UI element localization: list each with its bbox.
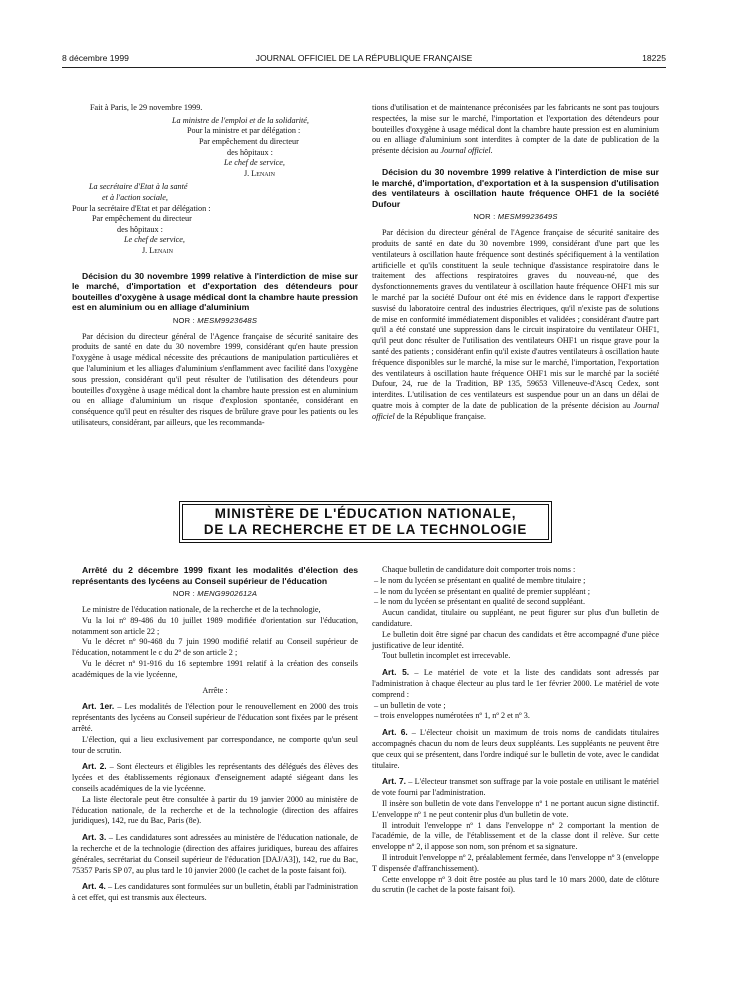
article-7-paragraph: Cette enveloppe nº 3 doit être postée au plus tard le 10 mars 2000, date de clôture du scrutin (le cachet de la poste faisant foi). [372, 874, 659, 895]
nor-reference-2 [372, 212, 659, 223]
top-left-column [72, 103, 358, 429]
article-text: – Les candidatures sont adressées au ministère de l'éducation nationale, de la recherche et de la technologie (direction des affaires juridiques, bureau des affaires générales, secrétariat du Conseil supérieur de l'éducation [DAJ/A3]), 142, rue du Bac, 75357 Paris SP 07, au plus tard le 10 janvier 2000 (le cachet de la poste faisant foi). [72, 833, 358, 875]
nor-label: NOR : [473, 212, 496, 222]
header-rule [62, 67, 666, 68]
continuation-text: tions d'utilisation et de maintenance préconisées par les fabricants ne sont pas toujours respectées, la mise sur le marché, l'importation et l'exportation des détendeurs pour bouteilles d'oxygène à usage médical dont la chambre haute pression est en aluminium ou en alliage d'aluminium sont interdites à compter de la date de publication de la présente décision au [372, 103, 659, 156]
article-7-paragraph: Il introduit l'enveloppe nº 1 dans l'enveloppe nº 2 comportant la mention de l'académie, de la ville, de l'établissement et de la classe dont il relève. Sur cette enveloppe nº 2, il appose son nom, son prénom et sa signature. [372, 820, 659, 852]
header-journal-title: JOURNAL OFFICIEL DE LA RÉPUBLIQUE FRANÇAISE [255, 53, 473, 63]
sig2-line: des hôpitaux : [117, 224, 163, 234]
article-label: Art. 5. [382, 667, 410, 678]
decision-body-2 [372, 228, 659, 422]
list-item: – le nom du lycéen se présentant en qualité de membre titulaire ; [374, 575, 586, 585]
ministry-heading-box [179, 501, 552, 543]
header-page-number: 18225 [642, 53, 666, 63]
sig2-line: Par empêchement du directeur [92, 214, 192, 224]
list-item: – le nom du lycéen se présentant en qualité de second suppléant. [374, 597, 585, 607]
article-6 [372, 727, 659, 771]
article-label: Art. 1er. [82, 701, 115, 712]
fait-line: Fait à Paris, le 29 novembre 1999. [90, 103, 203, 112]
decision-title-2: Décision du 30 novembre 1999 relative à l'interdiction de mise sur le marché, d'importation, d'exportation et à la suspension d'utilisation des ventilateurs à oscillation haute fréquence OHF1 de la société Dufour [372, 166, 659, 209]
visa-paragraph: Vu le décret nº 90-468 du 7 juin 1990 modifié relatif au Conseil supérieur de l'éducation, notamment le c du 2º de son article 2 ; [72, 637, 358, 658]
header-date: 8 décembre 1999 [62, 53, 129, 63]
article-3 [72, 832, 358, 876]
article-text: – L'électeur transmet son suffrage par la voie postale en utilisant le matériel de vote fourni par l'administration. [372, 777, 659, 798]
rule-paragraph: Tout bulletin incomplet est irrecevable. [382, 651, 511, 661]
bottom-right-column [372, 565, 659, 896]
arrete-title: Arrêté du 2 décembre 1999 fixant les modalités d'élection des représentants des lycéens au Conseil supérieur de l'éducation [72, 565, 358, 586]
sig2-line: La secrétaire d'Etat à la santé [89, 182, 188, 192]
article-1-para-2: L'élection, qui a lieu exclusivement par correspondance, ne comporte qu'un seul tour de scrutin. [72, 734, 358, 755]
bulletin-intro: Chaque bulletin de candidature doit comporter trois noms : [382, 565, 576, 574]
article-7-paragraph: Il insère son bulletin de vote dans l'enveloppe nº 1 ne portant aucun signe distinctif. L'enveloppe nº 1 ne peut contenir plus d'un bulletin de vote. [372, 798, 659, 819]
article-text: – Les modalités de l'élection pour le renouvellement en 2000 des trois représentants des lycéens au Conseil supérieur de l'éducation sont fixées par le présent arrêté. [72, 702, 358, 733]
ministry-line-1: MINISTÈRE DE L'ÉDUCATION NATIONALE, [214, 506, 517, 521]
nor-reference-1 [72, 316, 358, 327]
top-right-column [372, 103, 659, 423]
article-label: Art. 6. [382, 727, 408, 738]
voting-material-list [372, 701, 659, 723]
article-4 [72, 881, 358, 904]
sig1-line: Le chef de service, [224, 158, 285, 168]
sig1-line: La ministre de l'emploi et de la solidarité, [172, 115, 309, 125]
bottom-left-column [72, 565, 358, 904]
article-2 [72, 761, 358, 794]
list-item: – le nom du lycéen se présentant en qualité de premier suppléant ; [374, 586, 590, 596]
sig1-line: Pour la ministre et par délégation : [187, 126, 301, 136]
article-label: Art. 3. [82, 832, 107, 843]
journal-officiel-ref: Journal officiel. [440, 146, 493, 156]
article-7-paragraph: Il introduit l'enveloppe nº 2, préalablement fermée, dans l'enveloppe nº 3 (enveloppe T dispensée d'affranchissement). [372, 852, 659, 873]
candidate-name-list [372, 576, 659, 608]
article-label: Art. 2. [82, 761, 107, 772]
article-1 [72, 701, 358, 734]
rule-paragraph: Aucun candidat, titulaire ou suppléant, ne peut figurer sur plus d'un bulletin de candidature. [372, 608, 659, 628]
nor-label: NOR : [172, 589, 195, 599]
article-text: – Les candidatures sont formulées sur un bulletin, établi par l'administration à cet effet, qui est transmis aux électeurs. [72, 882, 358, 903]
visa-paragraph: Vu le décret nº 91-916 du 16 septembre 1991 relatif à la création des conseils académiques de la vie lycéenne, [72, 658, 358, 679]
nor-code: MENG9902612A [197, 589, 258, 599]
body-end: de la République française. [396, 411, 486, 421]
nor-code: MESM9923649S [497, 212, 558, 222]
signature-block-1 [72, 116, 358, 180]
body-text: Par décision du directeur général de l'Agence française de sécurité sanitaire des produits de santé en date du 30 novembre 1999, considérant d'une part que les ventilateurs à oscillation haute fréquence sont destinés spécifiquement à la ventilation artificielle et qu'ils constituent la seule technique d'assistance respiratoire dans le traitement des affections respiratoires graves du nouveau-né, que des dysfonctionnements graves du ventilateur à oscillation haute fréquence OHF1 mis sur le marché par la société Dufour ont été mis en évidence dans le rapport d'expertise susvisé du laboratoire central des industries électriques, qu'il n'existe pas de solutions de mise en conformité immédiatement disponibles et validées ; considérant d'autre part qu'il a été constaté une suppression dans le circuit inspiratoire du ventilateur OHF1, qu'il peut donc résulter de l'utilisation des ventilateurs OHF1 un risque grave pour la santé des patients ; considérant enfin qu'il existe d'autres ventilateurs à oscillation haute fréquence disponibles sur le marché, la mise sur le marché, l'importation, l'exportation des ventilateurs à oscillation haute fréquence OHF1 mis sur le marché par la société Dufour, 24, rue de la Tradition, BP 135, 59653 Villeneuve-d'Ascq Cedex, sont interdites. L'utilisation de ces ventilateurs est suspendue pour un an dans un délai de quatre mois à compter de la date de publication de la présente décision au [372, 228, 659, 410]
ministry-line-2: DE LA RECHERCHE ET DE LA TECHNOLOGIE [203, 522, 528, 537]
sig1-line: J. Lenain [244, 168, 275, 178]
article-text: – Sont électeurs et éligibles les représentants des délégués des élèves des lycées et des établissements régionaux d'enseignement adapté siégeant dans les conseils académiques de la vie lycéenne. [72, 762, 358, 793]
nor-code: MESM9923648S [197, 315, 258, 325]
article-label: Art. 4. [82, 881, 106, 892]
page-header [62, 53, 666, 65]
article-text: – Le matériel de vote et la liste des candidats sont adressés par l'administration à chaque électeur au plus tard le 1er février 2000. Le matériel de vote comprend : [372, 668, 659, 699]
journal-officiel-ref: Journal officiel [372, 400, 660, 421]
sig1-line: Par empêchement du directeur [199, 136, 299, 146]
sig1-line: des hôpitaux : [227, 147, 273, 157]
decision-body-1: Par décision du directeur général de l'Agence française de sécurité sanitaire des produits de santé en date du 30 novembre 1999, considérant qu'en haute pression l'oxygène à usage médical nécessite des précautions de manipulation particulières et que l'aluminium et les alliages d'aluminium s'enflamment avec facilité dans l'oxygène sous pression, considérant qu'il peut résulter de l'utilisation des détendeurs pour bouteilles d'oxygène à usage médical dont la chambre haute pression est en aluminium ou en alliage d'aluminium un risque d'explosion spontanée, considérant en conséquence qu'il peut en résulter des risques de brûlure grave pour les patients ou les utilisateurs, considérant, par ailleurs, que les recommanda- [72, 331, 358, 428]
rule-paragraph: Le bulletin doit être signé par chacun des candidats et être accompagné d'une pièce justificative de leur identité. [372, 629, 659, 650]
arrete-heading: Arrête : [202, 685, 228, 695]
sig2-line: J. Lenain [142, 245, 173, 255]
decision-title-1: Décision du 30 novembre 1999 relative à l'interdiction de mise sur le marché, d'importation et d'exportation des détendeurs pour bouteilles d'oxygène à usage médical dont la chambre haute pression est en aluminium ou en alliage d'aluminium [72, 270, 358, 313]
sig2-line: Le chef de service, [124, 235, 185, 245]
article-label: Art. 7. [382, 776, 406, 787]
nor-label: NOR : [172, 315, 195, 325]
list-item: – un bulletin de vote ; [374, 700, 446, 710]
article-text: – L'électeur choisit un maximum de trois noms de candidats titulaires accompagnés chacun du nom de leurs deux suppléants. Les suppléants ne peuvent être que ceux qui se présentent, dans l'ordre indiqué sur le bulletin de vote, avec le candidat titulaire. [372, 728, 659, 770]
sig2-line: et à l'action sociale, [102, 192, 168, 202]
article-5 [372, 667, 659, 700]
ministry-heading-inner [182, 504, 549, 540]
visa-paragraph: Le ministre de l'éducation nationale, de la recherche et de la technologie, [82, 604, 321, 614]
nor-reference-3 [72, 589, 358, 600]
list-item: – trois enveloppes numérotées nº 1, nº 2 et nº 3. [374, 711, 530, 721]
decision-1-continuation [372, 103, 659, 157]
sig2-line: Pour la secrétaire d'Etat et par délégation : [72, 203, 211, 213]
visa-paragraph: Vu la loi nº 89-486 du 10 juillet 1989 modifiée d'orientation sur l'éducation, notamment son article 22 ; [72, 615, 358, 636]
article-7 [372, 776, 659, 799]
article-2-para-2: La liste électorale peut être consultée à partir du 19 janvier 2000 au ministère de l'éducation nationale, de la recherche et de la technologie (direction des affaires juridiques), 142, rue du Bac, Paris (8e). [72, 794, 358, 826]
signature-block-2 [72, 182, 358, 256]
